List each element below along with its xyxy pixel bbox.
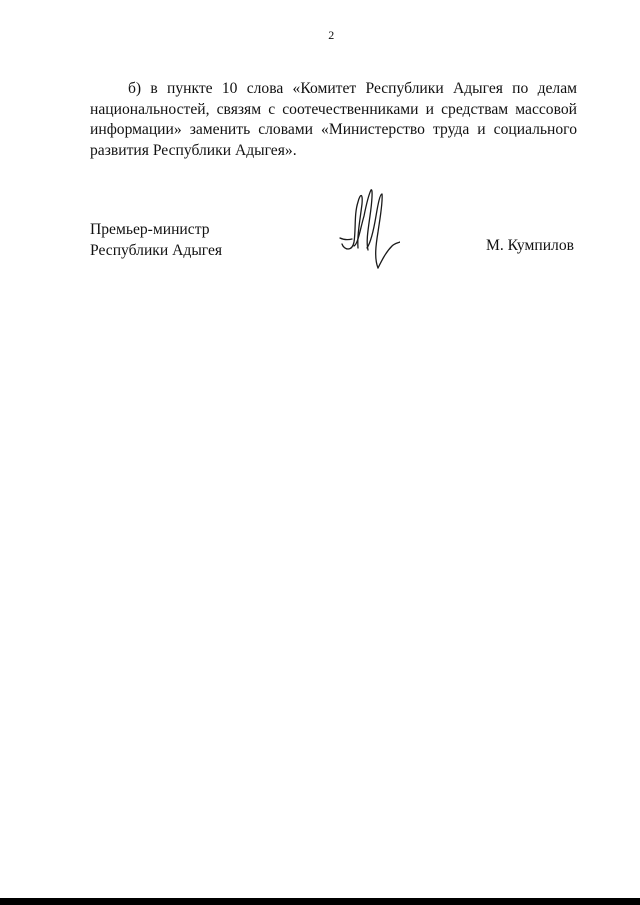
signatory-title: Премьер-министр Республики Адыгея (90, 221, 223, 259)
signatory-name: М. Кумпилов (486, 237, 574, 254)
handwritten-signature (338, 184, 400, 272)
scan-bottom-edge (0, 898, 640, 905)
page-number: 2 (328, 28, 335, 42)
amendment-paragraph: б) в пункте 10 слова «Комитет Республики Адыгея по делам национальностей, связям с соотечественниками и средствам массовой информации» заменить словами «Министерство труда и социального развития Республики Адыгея». (90, 80, 577, 159)
